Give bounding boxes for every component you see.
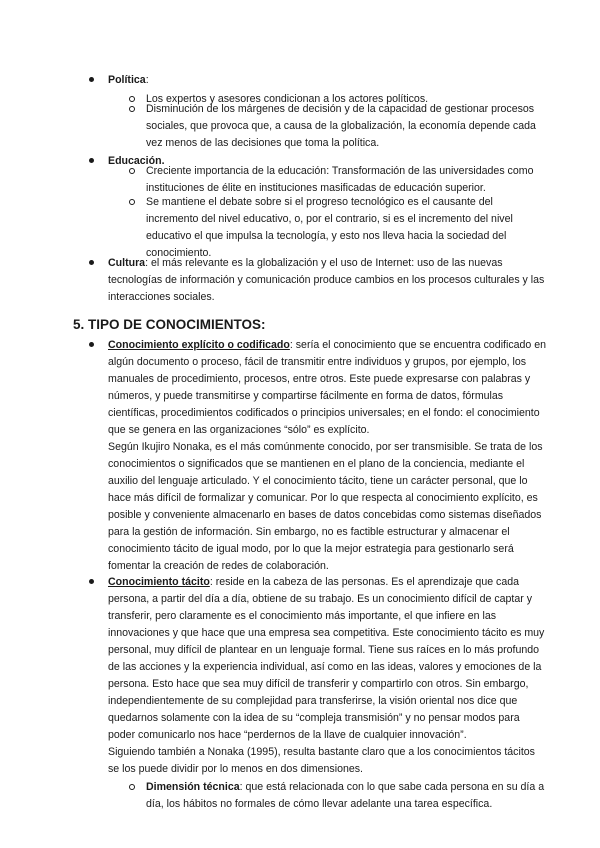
- educacion-sub1-line: instituciones de élite en instituciones masificadas de educación superior.: [146, 182, 486, 194]
- tecnica-first-line: [146, 782, 544, 793]
- bullet-explicito: [89, 342, 94, 347]
- explicito-line: hace más difícil de formalizar y comunicar. Por lo que respecta al conocimiento explícito, es: [108, 492, 538, 504]
- cultura-label: Cultura: [108, 257, 146, 269]
- tacito-line: Siguiendo también a Nonaka (1995), resulta bastante claro que a los conocimientos tácitos: [108, 746, 535, 758]
- politica-sub2-line: vez menos de las decisiones que toma la política.: [146, 137, 380, 149]
- explicito-line: fomentar la creación de redes de colaboración.: [108, 560, 329, 572]
- tacito-line: persona. Esto hace que sea muy difícil de transferir y compartirlo con otros. Sin embargo,: [108, 678, 529, 690]
- tecnica-line: día, los hábitos no formales de cómo llevar adelante una tarea específica.: [146, 798, 493, 810]
- tacito-line: independientemente de su complejidad para transferirse, la visión oriental nos dice que: [108, 695, 518, 707]
- section-heading: 5. TIPO DE CONOCIMIENTOS:: [73, 317, 266, 332]
- explicito-first-line: [108, 340, 546, 351]
- circle-bullet: [129, 106, 135, 112]
- explicito-line: para la gestión de información. Sin embargo, no es factible estructurar y almacenar el: [108, 526, 510, 538]
- politica-line: [108, 75, 149, 86]
- educacion-sub1-line: Creciente importancia de la educación: Transformación de las universidades como: [146, 165, 534, 177]
- tacito-first-line: [108, 577, 519, 588]
- circle-bullet: [129, 168, 135, 174]
- tacito-line: poder comunicarlo nos hace “perdernos de la llave de cualquier innovación”.: [108, 729, 467, 741]
- cultura-first-line: [108, 258, 503, 269]
- educacion-sub2-line: incremento del nivel educativo, o, por el contrario, si es el incremento del nivel: [146, 213, 513, 225]
- tecnica-label: Dimensión técnica: [146, 781, 240, 793]
- explicito-first-rest: : sería el conocimiento que se encuentra codificado en: [289, 339, 547, 351]
- tacito-line: se los puede dividir por lo menos en dos dimensiones.: [108, 763, 363, 775]
- tacito-line: quedarnos solamente con la idea de su “compleja transmisión” y no pensar modos para: [108, 712, 520, 724]
- politica-colon: :: [145, 74, 149, 86]
- tacito-line: de las acciones y la experiencia individual, así como en las ideas, valores y emociones de la: [108, 661, 542, 673]
- tacito-label: Conocimiento tácito: [108, 576, 210, 588]
- bullet-cultura: [89, 260, 94, 265]
- circle-bullet: [129, 96, 135, 102]
- politica-sub1: Los expertos y asesores condicionan a los actores políticos.: [146, 93, 429, 105]
- politica-sub2-line: Disminución de los márgenes de decisión y de la capacidad de gestionar procesos: [146, 103, 535, 115]
- explicito-line: auxilio del lenguaje articulado. Y el conocimiento tácito, tiene un carácter personal, que lo: [108, 475, 528, 487]
- politica-sub2-line: sociales, que provoca que, a causa de la globalización, la economía depende cada: [146, 120, 536, 132]
- circle-bullet: [129, 199, 135, 205]
- politica-label: Política: [108, 74, 146, 86]
- explicito-label: Conocimiento explícito o codificado: [108, 339, 290, 351]
- bullet-politica: [89, 77, 94, 82]
- circle-bullet: [129, 784, 135, 790]
- tacito-line: persona, a partir del día a día, obtiene de su trabajo. Es un conocimiento difícil de captar y: [108, 593, 533, 605]
- educacion-label: Educación.: [108, 155, 165, 167]
- explicito-line: algún documento o proceso, fácil de transmitir entre individuos y grupos, por ejemplo, los: [108, 356, 527, 368]
- explicito-line: números, y puede transmitirse y compartirse fácilmente en forma de datos, fórmulas: [108, 390, 504, 402]
- explicito-line: Según Ikujiro Nonaka, es el más comúnmente conocido, por ser transmisible. Se trata de los: [108, 441, 543, 453]
- explicito-line: manuales de procedimiento, procesos, entre otros. Este puede expresarse con palabras y: [108, 373, 531, 385]
- explicito-line: posible y conveniente almacenarlo en bases de datos concebidas como sistemas diseñados: [108, 509, 542, 521]
- tacito-line: personal, muy difícil de plantear en un lenguaje formal. Tiene sus raíces en lo más profundo: [108, 644, 540, 656]
- tacito-line: innovaciones y que hace que una empresa sea competitiva. Este conocimiento tácito es muy: [108, 627, 545, 639]
- tacito-line: transferir, pero claramente es el conocimiento más importante, el que infiere en las: [108, 610, 497, 622]
- explicito-line: científicas, procedimientos codificados o principios universales; en el fondo: el conocimiento: [108, 407, 540, 419]
- explicito-line: que se genera en las organizaciones “sólo” es explícito.: [108, 424, 370, 436]
- cultura-line: interacciones sociales.: [108, 291, 215, 303]
- bullet-educacion: [89, 158, 94, 163]
- explicito-line: conocimientos o significados que se mantienen en el plano de la conciencia, mediante el: [108, 458, 525, 470]
- cultura-first-rest: : el más relevante es la globalización y el uso de Internet: uso de las nuevas: [145, 257, 503, 269]
- tacito-first-rest: : reside en la cabeza de las personas. Es el aprendizaje que cada: [209, 576, 520, 588]
- educacion-sub2-line: Se mantiene el debate sobre si el progreso tecnológico es el causante del: [146, 196, 493, 208]
- educacion-sub2-line: educativo el que impulsa la tecnología, y esto nos lleva hacia la sociedad del: [146, 230, 507, 242]
- educacion-sub2-line: conocimiento.: [146, 247, 212, 259]
- explicito-line: conocimiento tácito de igual modo, por lo que la mejor estrategia para gestionarlo será: [108, 543, 514, 555]
- tecnica-first-rest: : que está relacionada con lo que sabe cada persona en su día a: [239, 781, 545, 793]
- bullet-tacito: [89, 579, 94, 584]
- cultura-line: tecnologías de información y comunicación produce cambios en los procesos culturales y las: [108, 274, 545, 286]
